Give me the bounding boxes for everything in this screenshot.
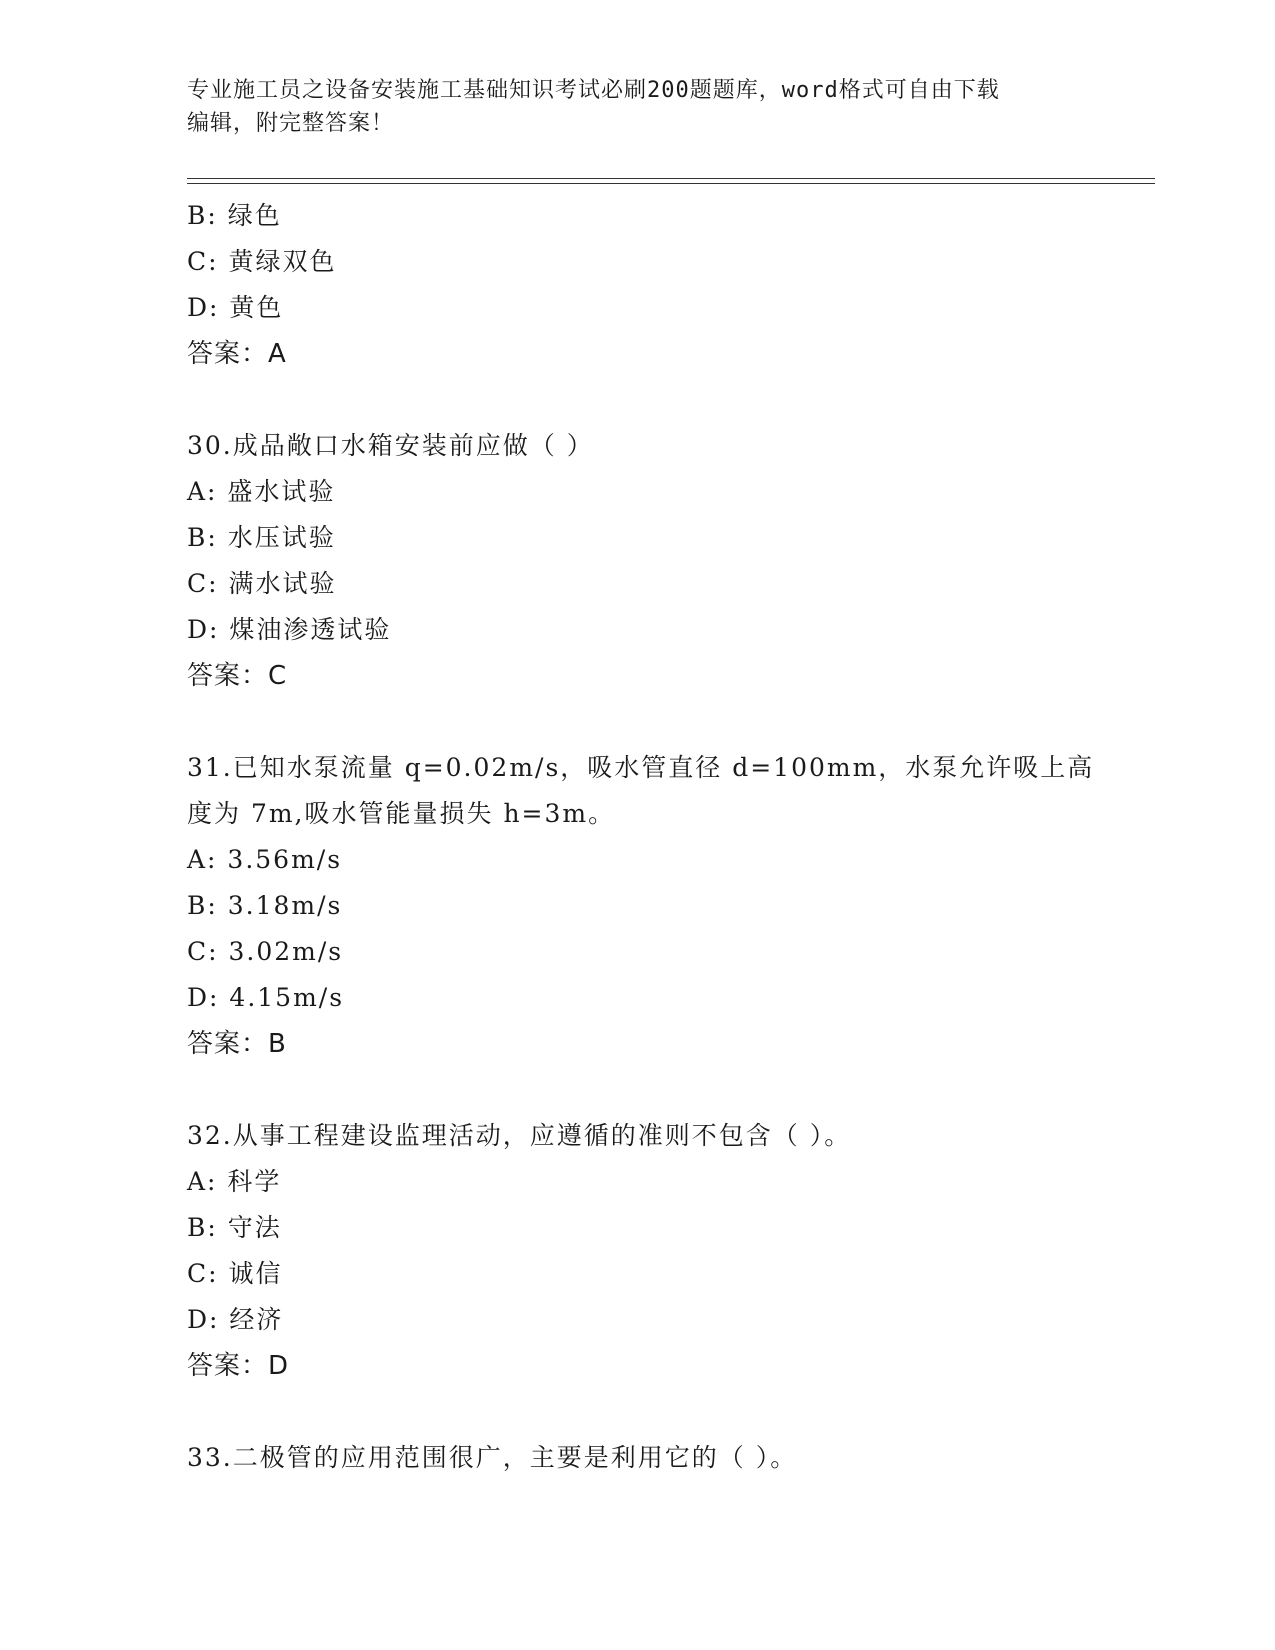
answer-line: 答案：A xyxy=(187,339,287,369)
question-text: 32.从事工程建设监理活动，应遵循的准则不包含（ ）。 xyxy=(187,1121,852,1150)
option-line: D: 煤油渗透试验 xyxy=(187,615,392,644)
question-text: 30.成品敞口水箱安装前应做（ ） xyxy=(187,431,594,460)
option-line: C: 黄绿双色 xyxy=(187,247,337,276)
option-line: B: 守法 xyxy=(187,1213,282,1242)
option-line: C: 满水试验 xyxy=(187,569,337,598)
answer-line: 答案：D xyxy=(187,1351,290,1381)
answer-line: 答案：B xyxy=(187,1029,287,1059)
option-line: B: 水压试验 xyxy=(187,523,336,552)
option-line: A: 3.56m/s xyxy=(187,845,343,874)
option-line: A: 盛水试验 xyxy=(187,477,336,506)
question-text: 31.已知水泵流量 q=0.02m/s，吸水管直径 d=100mm，水泵允许吸上高 xyxy=(187,753,1095,782)
option-line: C: 3.02m/s xyxy=(187,937,344,966)
option-line: D: 黄色 xyxy=(187,293,284,322)
option-line: B: 绿色 xyxy=(187,201,282,230)
option-line: D: 经济 xyxy=(187,1305,284,1334)
document-header xyxy=(187,74,1087,140)
option-line: D: 4.15m/s xyxy=(187,983,345,1012)
option-line: C: 诚信 xyxy=(187,1259,283,1288)
option-line: A: 科学 xyxy=(187,1167,282,1196)
question-text: 33.二极管的应用范围很广，主要是利用它的（ ）。 xyxy=(187,1443,798,1472)
option-line: B: 3.18m/s xyxy=(187,891,343,920)
paragraph-gap xyxy=(187,699,1155,745)
paragraph-gap xyxy=(187,377,1155,423)
question-list xyxy=(187,193,1155,1481)
paragraph-gap xyxy=(187,1389,1155,1435)
header-line-2: 编辑，附完整答案！ xyxy=(187,111,395,136)
header-line-1: 专业施工员之设备安装施工基础知识考试必刷200题题库，word格式可自由下载 xyxy=(187,78,1000,103)
header-divider-bottom xyxy=(187,183,1155,184)
header-divider-top xyxy=(187,178,1155,179)
paragraph-gap xyxy=(187,1067,1155,1113)
question-text: 度为 7m,吸水管能量损失 h=3m。 xyxy=(187,799,616,828)
answer-line: 答案：C xyxy=(187,661,288,691)
